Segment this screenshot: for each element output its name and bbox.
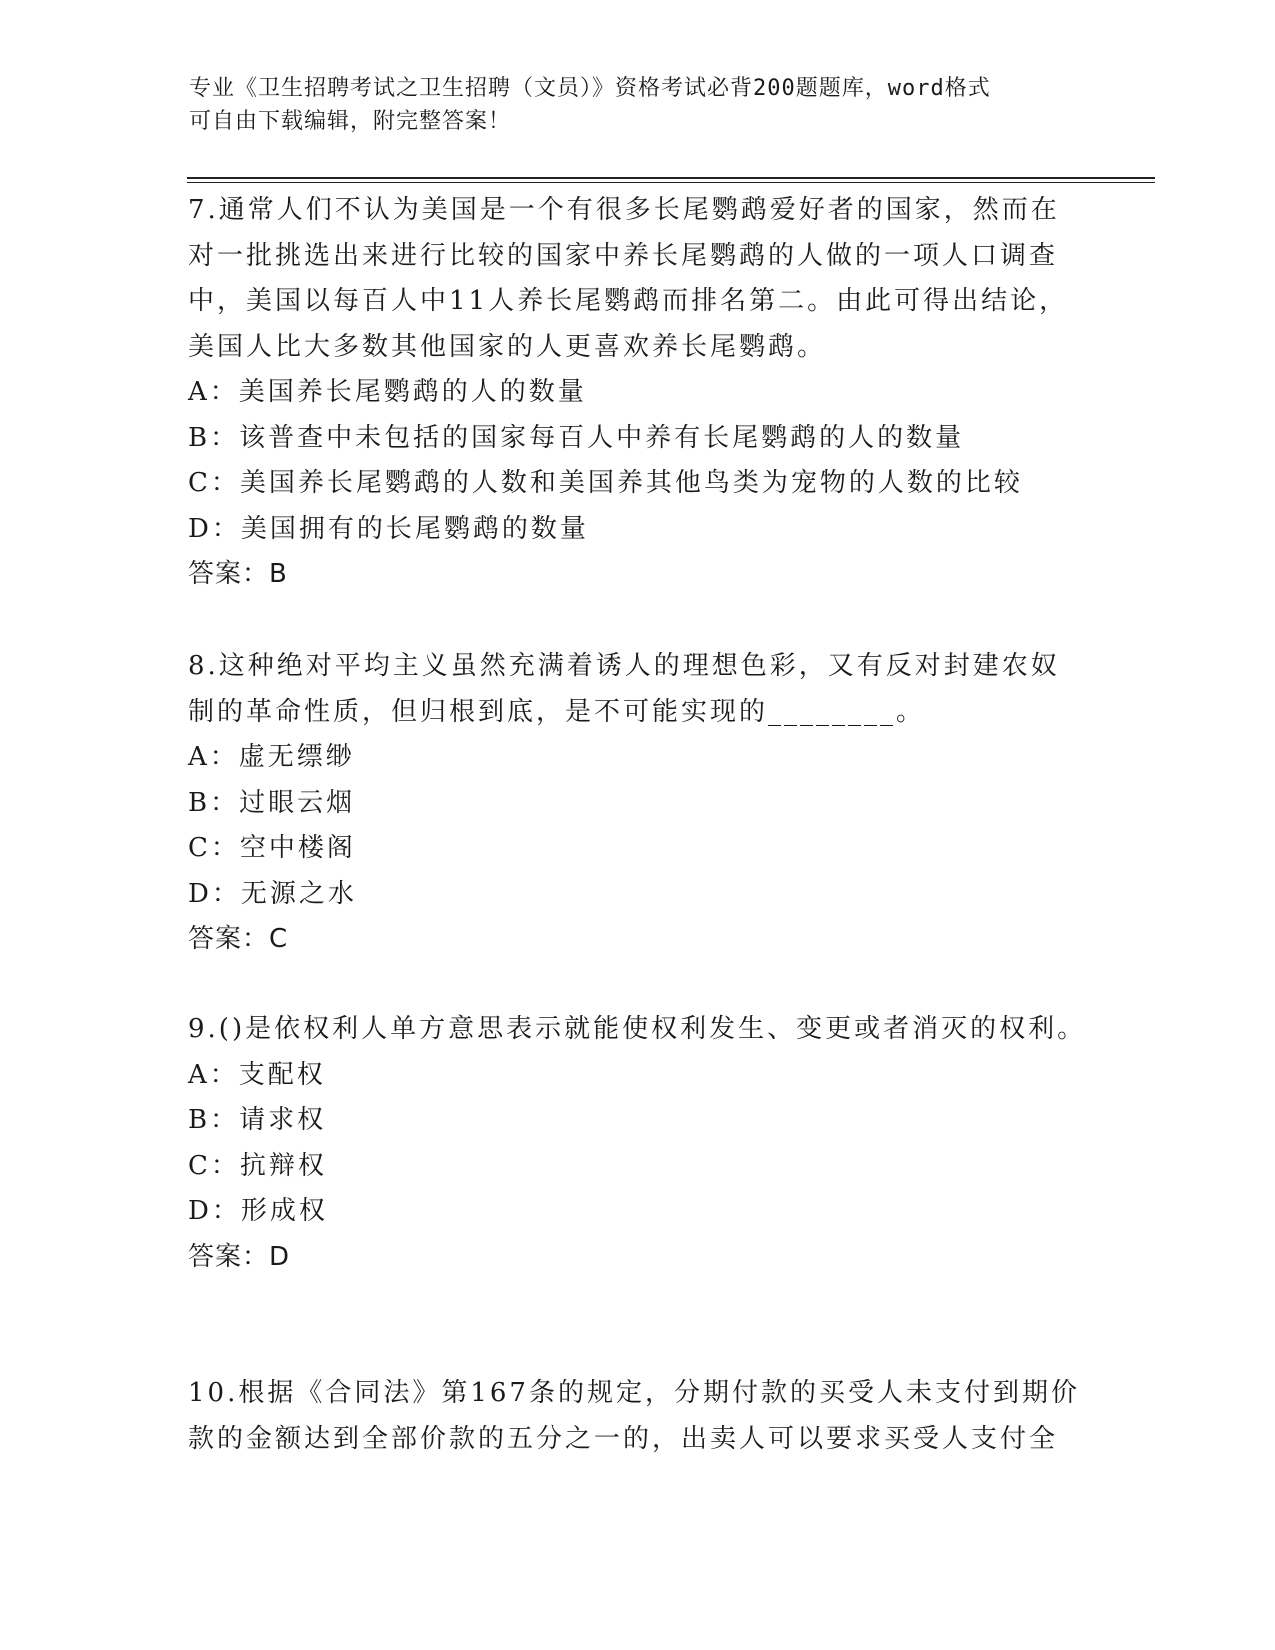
question-9 [188, 1007, 1088, 1280]
answer-line: 答案：B [188, 559, 288, 589]
option-c: C：美国养长尾鹦鹉的人数和美国养其他鸟类为宠物的人数的比较 [188, 468, 1023, 498]
document-header [189, 72, 1069, 138]
option-c: C：空中楼阁 [188, 833, 356, 863]
answer-line: 答案：C [188, 924, 289, 954]
question-stem: 8.这种绝对平均主义虽然充满着诱人的理想色彩，又有反对封建农奴制的革命性质，但归根到底，是不可能实现的________。 [188, 651, 1060, 727]
option-d: D：无源之水 [188, 878, 357, 909]
question-stem: 9.()是依权利人单方意思表示就能使权利发生、变更或者消灭的权利。 [188, 1014, 1087, 1044]
question-stem: 10.根据《合同法》第167条的规定，分期付款的买受人未支付到期价款的金额达到全部价款的五分之一的，出卖人可以要求买受人支付全 [188, 1378, 1080, 1454]
header-line-1: 专业《卫生招聘考试之卫生招聘（文员）》资格考试必背200题题库，word格式 [189, 76, 991, 101]
option-b: B：该普查中未包括的国家每百人中养有长尾鹦鹉的人的数量 [188, 422, 965, 453]
option-b: B：请求权 [188, 1105, 327, 1135]
option-c: C：抗辩权 [188, 1150, 327, 1181]
option-d: D：美国拥有的长尾鹦鹉的数量 [188, 513, 589, 544]
option-a: A：虚无缥缈 [188, 742, 355, 772]
question-stem: 7.通常人们不认为美国是一个有很多长尾鹦鹉爱好者的国家，然而在对一批挑选出来进行比较的国家中养长尾鹦鹉的人做的一项人口调查中，美国以每百人中11人养长尾鹦鹉而排名第二。由此可得出结论，美国人比大多数其他国家的人更喜欢养长尾鹦鹉。 [188, 195, 1069, 362]
header-divider-thin [187, 182, 1155, 183]
answer-line: 答案：D [188, 1241, 291, 1272]
question-7 [188, 188, 1088, 598]
question-10 [188, 1371, 1088, 1462]
option-d: D：形成权 [188, 1196, 328, 1226]
option-a: A：支配权 [188, 1059, 326, 1090]
header-line-2: 可自由下载编辑，附完整答案！ [189, 109, 512, 134]
option-b: B：过眼云烟 [188, 787, 356, 818]
header-divider-thick [187, 177, 1155, 179]
question-8 [188, 644, 1088, 963]
option-a: A：美国养长尾鹦鹉的人的数量 [188, 377, 587, 407]
